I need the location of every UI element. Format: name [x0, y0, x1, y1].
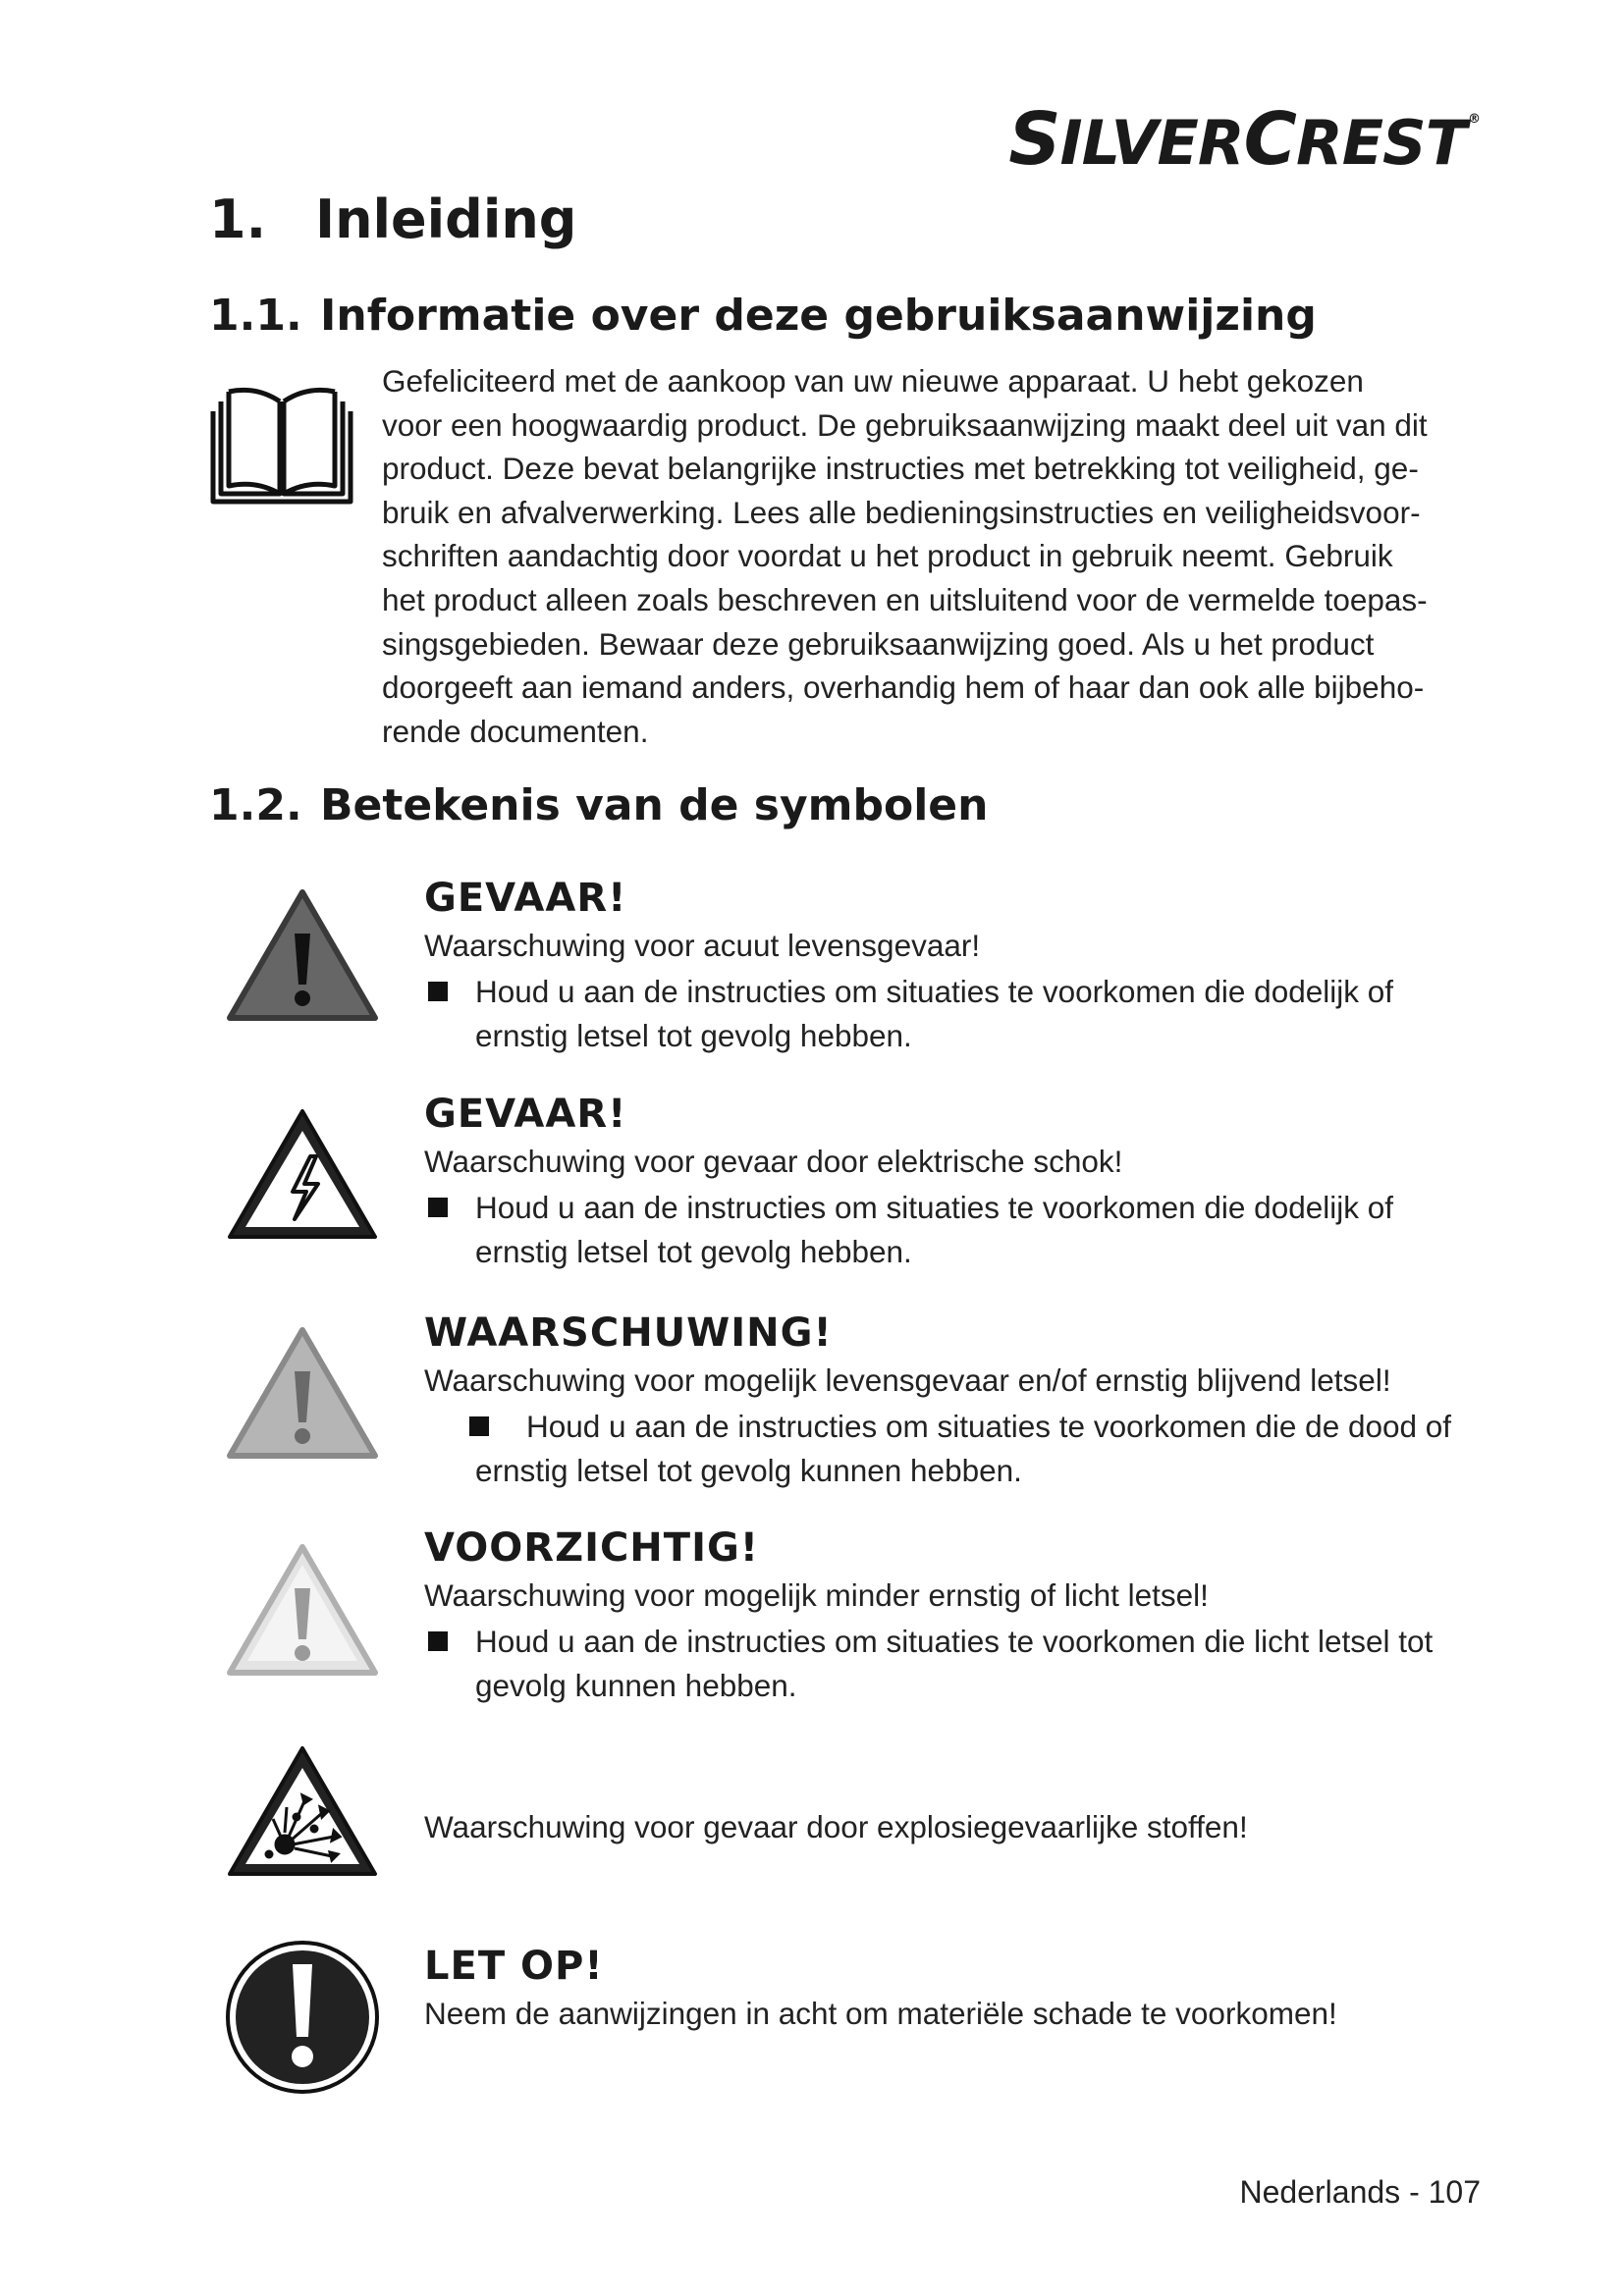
symbol-title: GEVAAR!	[424, 876, 627, 921]
symbol-bullet: Houd u aan de instructies om situaties te voorkomen die dodelijk of ernstig letsel tot gevolg hebben.	[424, 970, 1485, 1058]
caution-icon	[224, 1541, 381, 1679]
intro-line: voor een hoogwaardig product. De gebruiksaanwijzing maakt deel uit van dit	[382, 406, 1428, 443]
symbol-title: LET OP!	[424, 1944, 604, 1989]
symbol-entry-attention	[424, 1942, 1485, 2036]
symbol-entry-explosion	[424, 1804, 1485, 1849]
symbol-bullet: Houd u aan de instructies om situaties te voorkomen die de dood of ernstig letsel tot gevolg kunnen hebben.	[424, 1405, 1485, 1493]
electric-shock-icon	[224, 1105, 381, 1243]
silvercrest-logo: SILVERCREST ®	[1008, 97, 1480, 182]
intro-line: schriften aandachtig door voordat u het product in gebruik neemt. Gebruik	[382, 538, 1393, 574]
symbol-subtitle: Neem de aanwijzingen in acht om materiële schade te voorkomen!	[424, 1996, 1337, 2031]
symbol-entry-warning	[424, 1308, 1485, 1493]
manual-book-icon	[209, 384, 354, 507]
symbol-bullet: Houd u aan de instructies om situaties te voorkomen die licht letsel tot gevolg kunnen hebben.	[424, 1620, 1485, 1708]
symbol-subtitle: Waarschuwing voor gevaar door elektrische schok!	[424, 1144, 1123, 1179]
explosion-icon	[224, 1742, 381, 1880]
symbol-subtitle: Waarschuwing voor mogelijk levensgevaar en/of ernstig blijvend letsel!	[424, 1362, 1391, 1398]
symbol-entry-danger	[424, 874, 1485, 1058]
intro-line: product. Deze bevat belangrijke instructies met betrekking tot veiligheid, ge-	[382, 451, 1419, 487]
attention-icon	[224, 1939, 381, 2096]
symbol-subtitle: Waarschuwing voor gevaar door explosiegevaarlijke stoffen!	[424, 1809, 1248, 1844]
symbol-entry-electric	[424, 1090, 1485, 1274]
section-title: Informatie over deze gebruiksaanwijzing	[320, 291, 1317, 341]
intro-paragraph	[382, 359, 1484, 753]
danger-warning-icon	[224, 886, 381, 1024]
section-title: Betekenis van de symbolen	[320, 780, 989, 830]
bullet-square-icon	[428, 1631, 448, 1651]
intro-line: rende documenten.	[382, 713, 649, 749]
bullet-square-icon	[428, 1198, 448, 1217]
symbol-subtitle: Waarschuwing voor mogelijk minder ernstig of licht letsel!	[424, 1577, 1209, 1613]
section-heading-symbols	[209, 780, 988, 830]
intro-line: singsgebieden. Bewaar deze gebruiksaanwijzing goed. Als u het product	[382, 625, 1375, 662]
section-number: 1.2.	[209, 780, 302, 830]
intro-line: het product alleen zoals beschreven en uitsluitend voor de vermelde toepas-	[382, 581, 1428, 617]
section-heading-info	[209, 291, 1317, 341]
symbol-subtitle: Waarschuwing voor acuut levensgevaar!	[424, 928, 981, 963]
chapter-number: 1.	[209, 188, 267, 250]
section-number: 1.1.	[209, 291, 302, 341]
bullet-square-icon	[428, 982, 448, 1001]
symbol-title: GEVAAR!	[424, 1092, 627, 1137]
chapter-title: Inleiding	[315, 188, 577, 250]
chapter-heading	[209, 188, 576, 250]
symbol-title: WAARSCHUWING!	[424, 1310, 833, 1356]
intro-line: doorgeeft aan iemand anders, overhandig hem of haar dan ook alle bijbeho-	[382, 669, 1425, 706]
warning-icon	[224, 1324, 381, 1462]
intro-line: bruik en afvalverwerking. Lees alle bedieningsinstructies en veiligheidsvoor-	[382, 494, 1421, 530]
symbol-title: VOORZICHTIG!	[424, 1525, 760, 1571]
symbol-entry-caution	[424, 1523, 1485, 1708]
symbol-bullet: Houd u aan de instructies om situaties te voorkomen die dodelijk of ernstig letsel tot gevolg hebben.	[424, 1186, 1485, 1274]
intro-line: Gefeliciteerd met de aankoop van uw nieuwe apparaat. U hebt gekozen	[382, 363, 1364, 399]
page-footer: Nederlands - 107	[1239, 2174, 1481, 2210]
bullet-square-icon	[469, 1416, 489, 1436]
